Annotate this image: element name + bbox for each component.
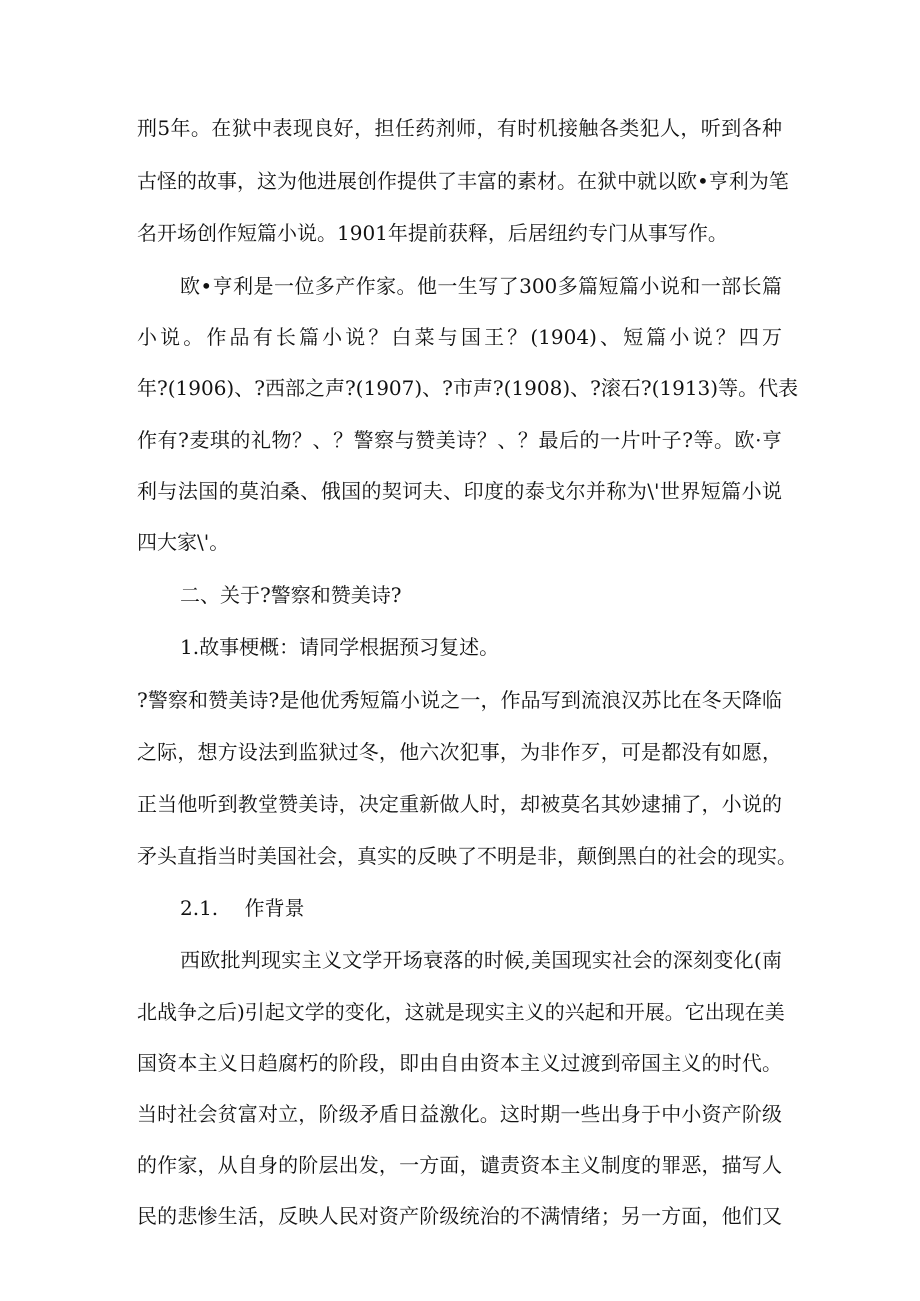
paragraph-line: 名开场创作短篇小说。1901年提前获释，后居纽约专门从事写作。 — [137, 221, 728, 245]
paragraph-line: 北战争之后)引起文学的变化，这就是现实主义的兴起和开展。它出现在美 — [137, 1000, 785, 1024]
paragraph-line: 利与法国的莫泊桑、俄国的契诃夫、印度的泰戈尔并称为\'世界短篇小说 — [137, 479, 782, 503]
paragraph-line: 国资本主义日趋腐朽的阶段，即由自由资本主义过渡到帝国主义的时代。 — [137, 1051, 782, 1075]
paragraph-line: 刑5年。在狱中表现良好，担任药剂师，有时机接触各类犯人，听到各种 — [137, 116, 782, 140]
paragraph-line: 民的悲惨生活，反映人民对资产阶级统治的不满情绪；另一方面，他们又 — [137, 1204, 782, 1228]
paragraph-line: 矛头直指当时美国社会，真实的反映了不明是非，颠倒黑白的社会的现实。 — [137, 844, 797, 868]
paragraph-line: 的作家，从自身的阶层出发，一方面，谴责资本主义制度的罪恶，描写人 — [137, 1153, 782, 1177]
paragraph-line: 古怪的故事，这为他进展创作提供了丰富的素材。在狱中就以欧•亨利为笔 — [137, 169, 789, 193]
section-heading: 二、关于?警察和赞美诗? — [180, 583, 402, 607]
paragraph-line: 之际，想方设法到监狱过冬，他六次犯事，为非作歹，可是都没有如愿， — [137, 740, 782, 764]
paragraph-line: 作有?麦琪的礼物？、？警察与赞美诗？、？最后的一片叶子?等。欧·亨 — [137, 428, 782, 452]
paragraph-line: 当时社会贫富对立，阶级矛盾日益激化。这时期一些出身于中小资产阶级 — [137, 1102, 782, 1126]
subsection-heading: 2.1. 作背景 — [180, 896, 305, 920]
paragraph-line: 西欧批判现实主义文学开场衰落的时候,美国现实社会的深刻变化(南 — [180, 948, 782, 972]
paragraph-line: 正当他听到教堂赞美诗，决定重新做人时，却被莫名其妙逮捕了，小说的 — [137, 792, 782, 816]
paragraph-line: 年?(1906)、?西部之声?(1907)、?市声?(1908)、?滚石?(1913)等。代表 — [137, 376, 799, 400]
paragraph-line: 小说。作品有长篇小说？白菜与国王？(1904)、短篇小说？四万 — [137, 325, 782, 349]
paragraph-line: 四大家\'。 — [137, 530, 230, 554]
subsection-heading: 1.故事梗概：请同学根据预习复述。 — [180, 635, 500, 659]
paragraph-line: 欧•亨利是一位多产作家。他一生写了300多篇短篇小说和一部长篇 — [180, 274, 782, 298]
paragraph-line: ?警察和赞美诗?是他优秀短篇小说之一，作品写到流浪汉苏比在冬天降临 — [137, 688, 782, 712]
